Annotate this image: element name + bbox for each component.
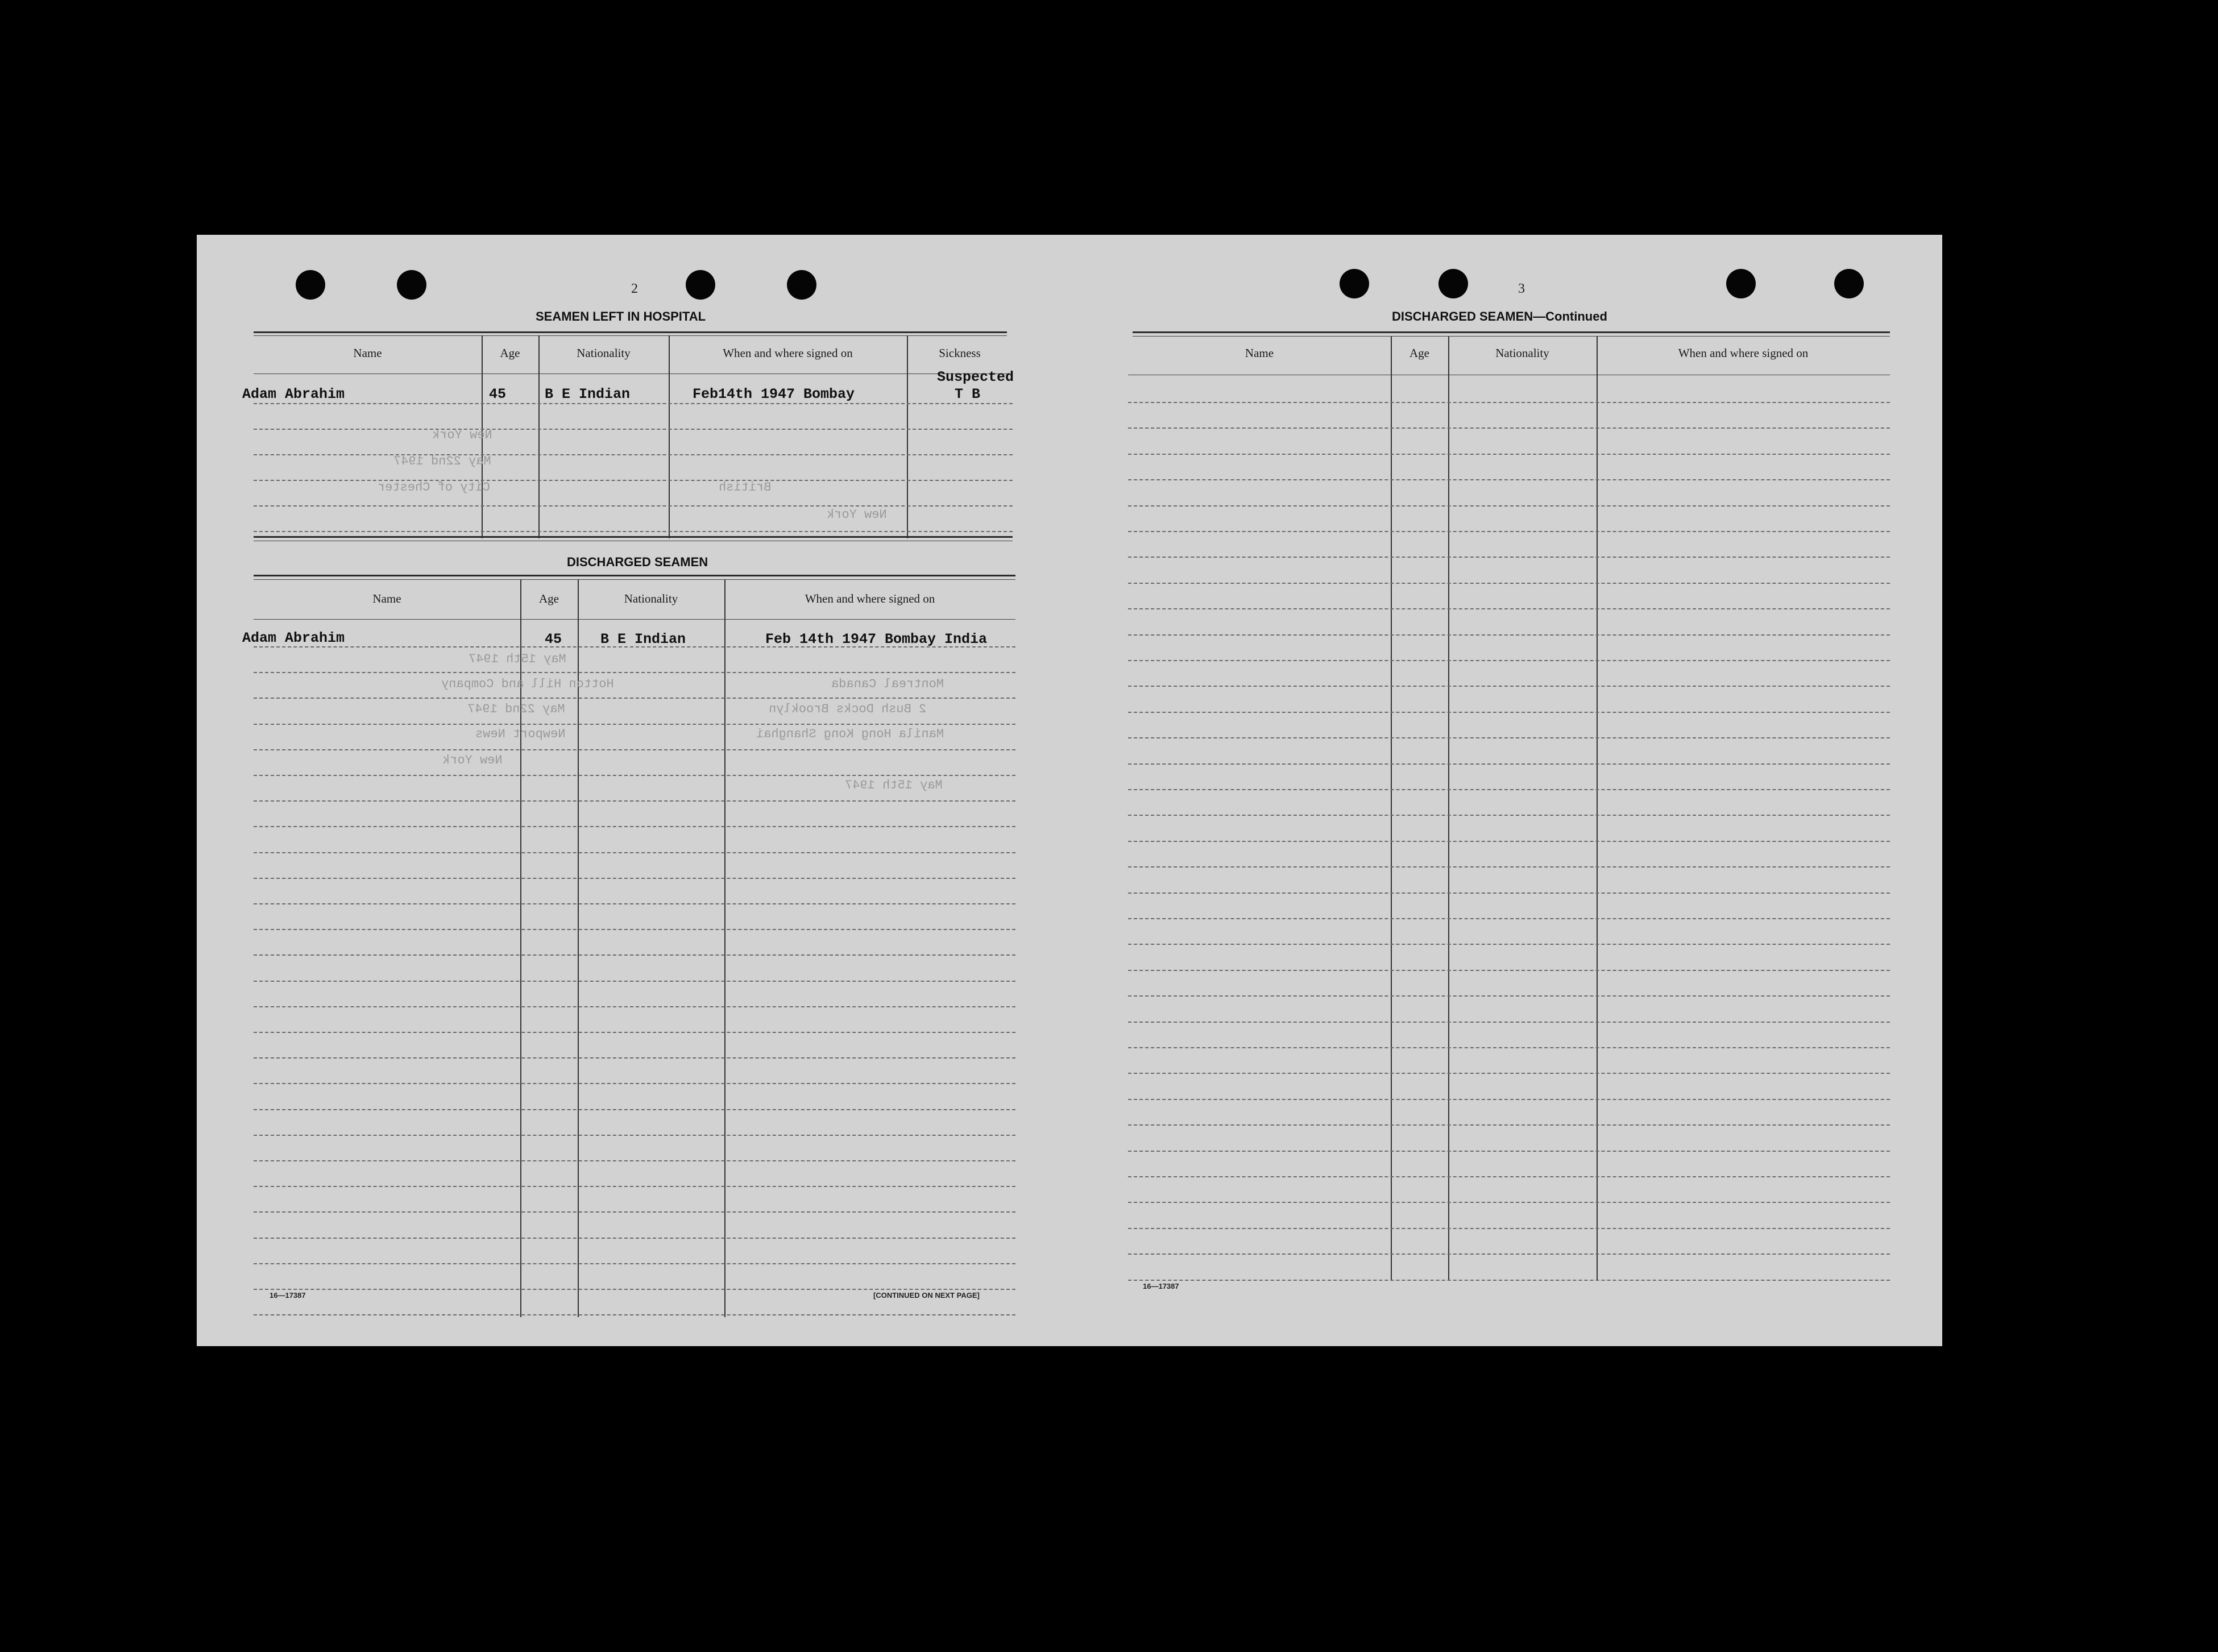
entry-line bbox=[254, 505, 1013, 507]
table-rule bbox=[254, 331, 1007, 333]
column-divider bbox=[538, 335, 540, 538]
bleed-through-text: May 15th 1947 bbox=[845, 778, 943, 792]
seaman-signed-on: Feb 14th 1947 Bombay India bbox=[765, 631, 988, 647]
column-divider bbox=[907, 335, 908, 538]
entry-line bbox=[254, 454, 1013, 455]
entry-line bbox=[254, 1160, 1015, 1161]
entry-line bbox=[1128, 557, 1890, 558]
entry-line bbox=[1128, 1022, 1890, 1023]
entry-line bbox=[254, 672, 1015, 673]
punch-hole bbox=[1726, 269, 1756, 298]
bleed-through-text: 2 Bush Docks Brooklyn bbox=[769, 702, 927, 716]
seaman-name: Adam Abrahim bbox=[242, 630, 345, 646]
column-header-nationality: Nationality bbox=[577, 346, 631, 360]
entry-line bbox=[254, 749, 1015, 750]
discharged-section-title: DISCHARGED SEAMEN bbox=[567, 555, 708, 569]
entry-line bbox=[254, 1083, 1015, 1084]
bleed-through-text: Newport News bbox=[475, 727, 566, 741]
entry-line bbox=[254, 698, 1015, 699]
entry-line bbox=[1128, 995, 1890, 997]
entry-line bbox=[254, 1314, 1015, 1315]
table-rule bbox=[1133, 331, 1890, 333]
table-rule bbox=[254, 335, 1007, 336]
entry-line bbox=[1128, 660, 1890, 661]
entry-line bbox=[254, 1032, 1015, 1033]
entry-line bbox=[1128, 1280, 1890, 1281]
entry-line bbox=[254, 429, 1013, 430]
entry-line bbox=[1128, 1099, 1890, 1100]
punch-hole bbox=[1438, 269, 1468, 298]
column-divider bbox=[1448, 336, 1449, 1281]
hospital-section-title: SEAMEN LEFT IN HOSPITAL bbox=[536, 309, 706, 323]
entry-line bbox=[254, 1263, 1015, 1264]
entry-line bbox=[254, 1289, 1015, 1290]
entry-line bbox=[1128, 789, 1890, 790]
column-header-sickness: Sickness bbox=[939, 346, 981, 360]
column-header-name: Name bbox=[372, 592, 401, 605]
table-rule bbox=[254, 619, 1015, 620]
seaman-signed-on: Feb14th 1947 Bombay bbox=[693, 386, 855, 402]
table-rule bbox=[254, 536, 1013, 538]
seaman-nationality: B E Indian bbox=[545, 386, 631, 402]
column-divider bbox=[1597, 336, 1598, 1281]
punch-hole bbox=[296, 270, 325, 300]
punch-hole bbox=[686, 270, 715, 300]
entry-line bbox=[1128, 608, 1890, 609]
column-header-nationality: Nationality bbox=[1495, 346, 1549, 360]
entry-line bbox=[254, 929, 1015, 930]
entry-line bbox=[1128, 1228, 1890, 1229]
entry-line bbox=[254, 878, 1015, 879]
entry-line bbox=[254, 1135, 1015, 1136]
entry-line bbox=[1128, 531, 1890, 532]
entry-line bbox=[1128, 918, 1890, 919]
punch-hole bbox=[1340, 269, 1369, 298]
column-header-nationality: Nationality bbox=[624, 592, 678, 605]
document-sheet bbox=[197, 235, 1942, 1346]
entry-line bbox=[1128, 712, 1890, 713]
entry-line bbox=[254, 1238, 1015, 1239]
entry-line bbox=[254, 981, 1015, 982]
bleed-through-text: May 22nd 1947 bbox=[467, 702, 565, 716]
entry-line bbox=[1128, 1047, 1890, 1048]
entry-line bbox=[254, 1211, 1015, 1213]
entry-line bbox=[254, 775, 1015, 776]
punch-hole bbox=[787, 270, 816, 300]
column-header-signed-on: When and where signed on bbox=[1678, 346, 1809, 360]
entry-line bbox=[1128, 505, 1890, 507]
page-number: 2 bbox=[631, 281, 638, 296]
entry-line bbox=[254, 800, 1015, 802]
column-header-signed-on: When and where signed on bbox=[805, 592, 935, 605]
entry-line bbox=[254, 1186, 1015, 1187]
bleed-through-text: New York bbox=[442, 753, 503, 767]
entry-line bbox=[254, 480, 1013, 481]
entry-line bbox=[1128, 1073, 1890, 1074]
entry-line bbox=[1128, 1124, 1890, 1126]
punch-hole bbox=[1834, 269, 1864, 298]
discharged-continued-title: DISCHARGED SEAMEN—Continued bbox=[1392, 309, 1607, 323]
continued-note: [CONTINUED ON NEXT PAGE] bbox=[873, 1291, 980, 1300]
entry-line bbox=[254, 403, 1013, 404]
table-rule bbox=[254, 575, 1015, 576]
entry-line bbox=[1128, 866, 1890, 867]
column-divider bbox=[669, 335, 670, 538]
seaman-age: 45 bbox=[545, 631, 562, 647]
column-header-name: Name bbox=[1245, 346, 1274, 360]
entry-line bbox=[1128, 763, 1890, 765]
table-rule bbox=[1133, 336, 1890, 337]
entry-line bbox=[1128, 1151, 1890, 1152]
bleed-through-text: May 15th 1947 bbox=[469, 652, 566, 666]
column-header-name: Name bbox=[353, 346, 382, 360]
page-number: 3 bbox=[1518, 281, 1525, 296]
column-header-age: Age bbox=[539, 592, 559, 605]
entry-line bbox=[1128, 737, 1890, 738]
column-divider bbox=[724, 579, 725, 1317]
entry-line bbox=[1128, 815, 1890, 816]
column-header-age: Age bbox=[500, 346, 520, 360]
bleed-through-text: May 22nd 1947 bbox=[393, 454, 491, 468]
entry-line bbox=[1128, 686, 1890, 687]
entry-line bbox=[254, 1057, 1015, 1059]
entry-line bbox=[254, 1006, 1015, 1007]
seaman-age: 45 bbox=[489, 386, 507, 402]
entry-line bbox=[1128, 479, 1890, 480]
entry-line bbox=[1128, 1202, 1890, 1203]
column-divider bbox=[1391, 336, 1392, 1281]
entry-line bbox=[1128, 583, 1890, 584]
entry-line bbox=[1128, 970, 1890, 971]
bleed-through-text: British bbox=[719, 480, 772, 495]
entry-line bbox=[254, 852, 1015, 853]
entry-line bbox=[254, 903, 1015, 904]
seaman-name: Adam Abrahim bbox=[242, 386, 345, 402]
entry-line bbox=[1128, 634, 1890, 636]
table-rule bbox=[254, 579, 1015, 580]
bleed-through-text: New York bbox=[432, 428, 492, 442]
entry-line bbox=[254, 826, 1015, 827]
column-header-signed-on: When and where signed on bbox=[723, 346, 853, 360]
entry-line bbox=[254, 531, 1013, 532]
bleed-through-text: Hotton Hill and Company bbox=[441, 677, 614, 691]
form-number: 16—17387 bbox=[1143, 1282, 1179, 1290]
seaman-sickness: Suspected bbox=[937, 369, 1014, 385]
entry-line bbox=[254, 954, 1015, 956]
entry-line bbox=[1128, 944, 1890, 945]
entry-line bbox=[1128, 1253, 1890, 1255]
entry-line bbox=[1128, 454, 1890, 455]
seaman-sickness-detail: T B bbox=[955, 386, 981, 402]
bleed-through-text: New York bbox=[827, 508, 887, 522]
entry-line bbox=[254, 1109, 1015, 1110]
form-number: 16—17387 bbox=[270, 1291, 306, 1300]
seaman-nationality: B E Indian bbox=[600, 631, 686, 647]
bleed-through-text: Montreal Canada bbox=[831, 677, 944, 691]
entry-line bbox=[1128, 841, 1890, 842]
column-header-age: Age bbox=[1409, 346, 1429, 360]
entry-line bbox=[1128, 1176, 1890, 1177]
bleed-through-text: Manila Hong Kong Shanghai bbox=[756, 727, 944, 741]
entry-line bbox=[254, 724, 1015, 725]
entry-line bbox=[1128, 427, 1890, 429]
entry-line bbox=[1128, 893, 1890, 894]
table-rule bbox=[254, 373, 1007, 374]
bleed-through-text: City of Chester bbox=[378, 480, 491, 495]
entry-line bbox=[1128, 402, 1890, 403]
punch-hole bbox=[397, 270, 426, 300]
